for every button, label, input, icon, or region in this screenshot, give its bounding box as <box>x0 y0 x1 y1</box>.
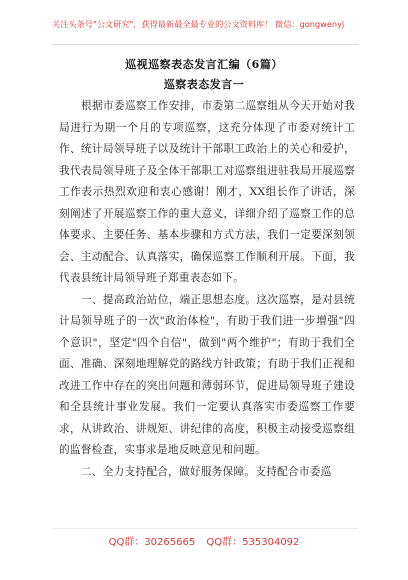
paragraph-3: 二、全力支持配合，做好服务保障。支持配合市委巡 <box>81 465 332 478</box>
header-note: 关注头条号"公文研究"，获得最新最全最专业的公文资料库！ 微信：gongwenyj <box>52 19 345 29</box>
footer-qq-group-1: QQ群：30265665 <box>108 537 196 548</box>
footer-divider <box>52 528 358 529</box>
section-title: 巡察表态发言一 <box>163 78 245 91</box>
document-body <box>59 96 355 483</box>
paragraph-1: 根据市委巡察工作安排，市委第二巡察组从今天开始对我局进行为期一个月的专项巡察，这充分体现了市委对统计工作、统计局领导班子以及统计干部职工政治上的关心和爱护，我代表局领导班子及全体干部职工对巡察组进驻我局开展巡察工作表示热烈欢迎和衷心感谢！刚才，XX组长作了讲话，深刻阐述了开展巡察工作的重大意义，详细介绍了巡察工作的总体要求、主要任务、基本步骤和方式方法，我们一定要深刻领会、主动配合、认真落实，确保巡察工作顺利开展。下面，我代表县统计局领导班子郑重表态如下。 <box>59 100 355 284</box>
document-title: 巡视巡察表态发言汇编（6篇） <box>125 58 283 71</box>
footer-qq-group-2: QQ群：535304092 <box>206 537 300 548</box>
paragraph-2: 一、提高政治站位，端正思想态度。这次巡察，是对县统计局领导班子的一次"政治体检"，有助于我们进一步增强"四个意识"，坚定"四个自信"，做到"两个维护"；有助于我们全面、准确、深刻地理解党的路线方针政策；有助于我们正视和改进工作中存在的突出问题和薄弱环节，促进局领导班子建设和全县统计事业发展。我们一定要认真落实市委巡察工作要求，从讲政治、讲规矩、讲纪律的高度，积极主动接受巡察组的监督检查，实事求是地反映意见和问题。 <box>59 293 355 456</box>
header-divider <box>52 44 358 45</box>
footer <box>0 533 408 548</box>
